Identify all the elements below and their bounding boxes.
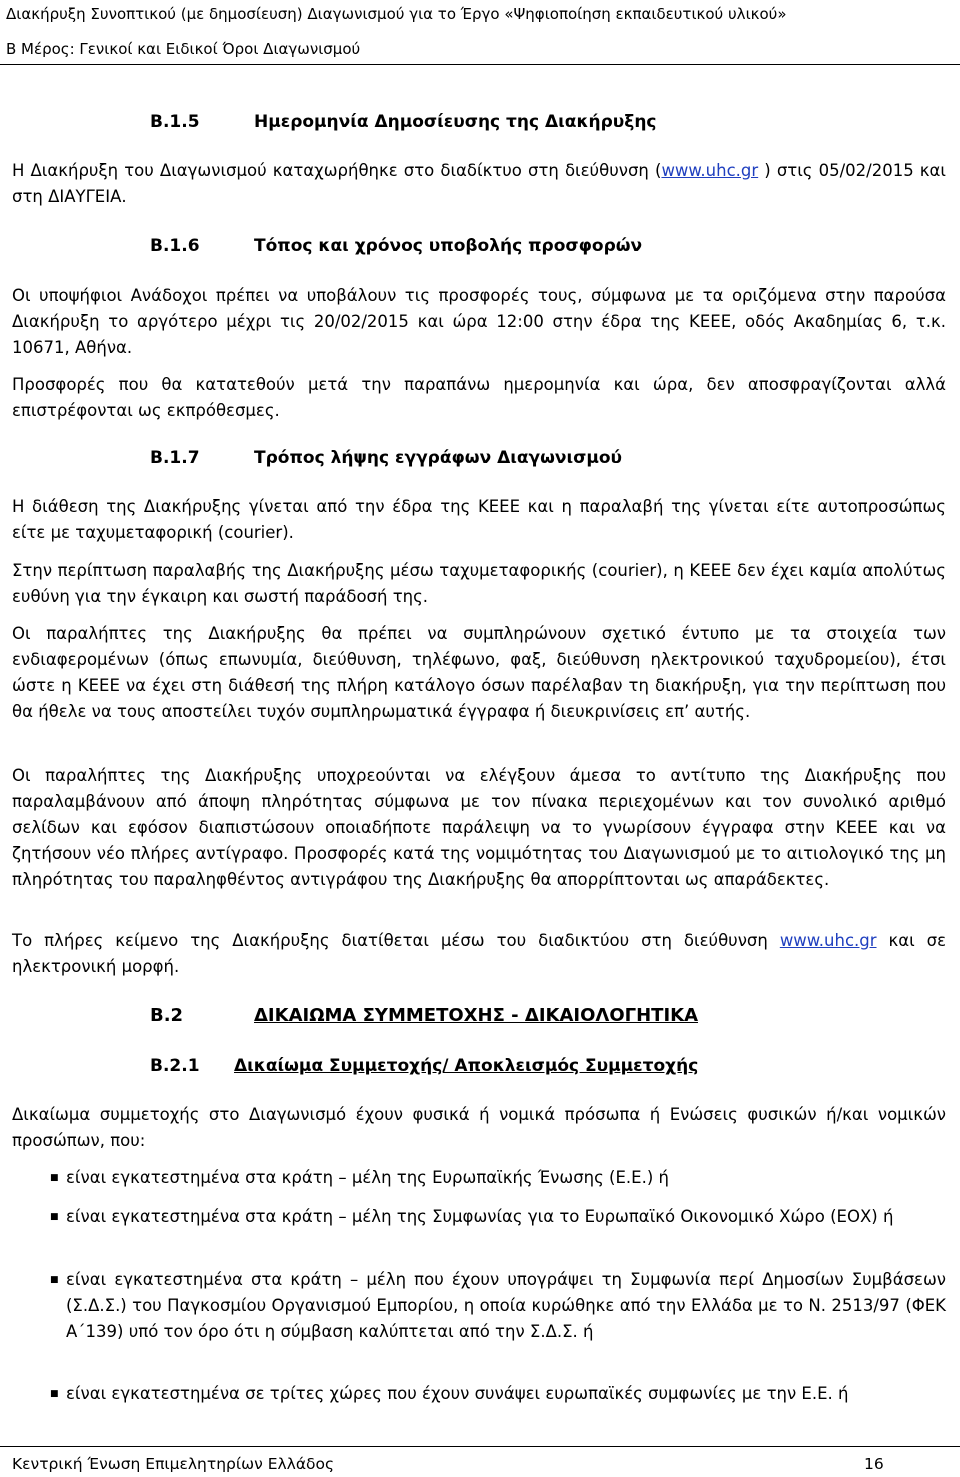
list-item-text: είναι εγκατεστημένα στα κράτη – μέλη που έχουν υπογράψει τη Συμφωνία περί Δημοσίων Συμβάσεων (Σ.Δ.Σ.) του Παγκοσμίου Οργανισμού Εμπορίου, η οποία κυρώθηκε από την Ελλάδα με το Ν. 2513/97 (ΦΕΚ Α΄139) υπό τον όρο ότι η σύμβαση καλύπτεται από την Σ.Δ.Σ. ή (66, 1270, 946, 1341)
text-segment: Το πλήρες κείμενο της Διακήρυξης διατίθεται μέσω του διαδικτύου στη διεύθυνση (12, 931, 780, 950)
footer-organization: Κεντρική Ένωση Επιμελητηρίων Ελλάδος (12, 1455, 335, 1473)
section-heading-b2 (150, 1005, 699, 1026)
text-segment: Η Διακήρυξη του Διαγωνισμού καταχωρήθηκε στο διαδίκτυο στη διεύθυνση ( (12, 161, 662, 180)
list-item (50, 1165, 946, 1191)
uhc-link[interactable]: www.uhc.gr (779, 931, 877, 950)
paragraph-b17-1: Η διάθεση της Διακήρυξης γίνεται από την έδρα της ΚΕΕΕ και η παραλαβή της γίνεται είτε αυτοπροσώπως είτε με ταχυμεταφορική (courier). (12, 497, 946, 542)
section-number: Β.1.7 (150, 448, 200, 468)
paragraph-b15 (12, 158, 946, 210)
paragraph-b16-2: Προσφορές που θα κατατεθούν μετά την παραπάνω ημερομηνία και ώρα, δεν αποσφραγίζονται αλλά επιστρέφονται ως εκπρόθεσμες. (12, 375, 946, 420)
section-title: ΔΙΚΑΙΩΜΑ ΣΥΜΜΕΤΟΧΗΣ - ΔΙΚΑΙΟΛΟΓΗΤΙΚΑ (254, 1005, 699, 1026)
bullet-square-icon: ■ (50, 1275, 59, 1285)
list-item-text: είναι εγκατεστημένα σε τρίτες χώρες που έχουν συνάψει ευρωπαϊκές συμφωνίες με την Ε.Ε. ή (66, 1384, 849, 1403)
list-item (50, 1267, 946, 1345)
bullet-square-icon: ■ (50, 1212, 59, 1222)
section-title: Τόπος και χρόνος υποβολής προσφορών (254, 236, 643, 256)
bullet-square-icon: ■ (50, 1389, 59, 1399)
header-title: Διακήρυξη Συνοπτικού (με δημοσίευση) Διαγωνισμού για το Έργο «Ψηφιοποίηση εκπαιδευτικού υλικού» (6, 5, 787, 23)
section-number: Β.2.1 (150, 1056, 200, 1076)
list-item (50, 1381, 946, 1407)
text-segment: και σε ηλεκτρονική μορφή. (12, 931, 946, 976)
header-subtitle: Β Μέρος: Γενικοί και Ειδικοί Όροι Διαγωνισμού (6, 40, 361, 58)
paragraph-b17-2: Στην περίπτωση παραλαβής της Διακήρυξης μέσω ταχυμεταφορικής (courier), η ΚΕΕΕ δεν έχει καμία απολύτως ευθύνη για την έγκαιρη και σωστή παράδοσή της. (12, 561, 946, 606)
section-number: Β.1.6 (150, 236, 200, 256)
bullet-square-icon: ■ (50, 1173, 59, 1183)
section-number: Β.1.5 (150, 112, 200, 132)
paragraph-b17-3: Οι παραλήπτες της Διακήρυξης θα πρέπει να συμπληρώνουν σχετικό έντυπο με τα στοιχεία των ενδιαφερομένων (όπως επωνυμία, διεύθυνση, τηλέφωνο, φαξ, διεύθυνση ηλεκτρονικού ταχυδρομείου), έτσι ώστε η ΚΕΕΕ να έχει στη διάθεσή της πλήρη κατάλογο όσων παρέλαβαν τη διακήρυξη, για την περίπτωση που θα ήθελε να τους αποστείλει τυχόν συμπληρωματικά έγγραφα ή διευκρινίσεις επ’ αυτής. (12, 624, 946, 721)
section-title: Δικαίωμα Συμμετοχής/ Αποκλεισμός Συμμετοχής (234, 1056, 699, 1076)
uhc-link[interactable]: www.uhc.gr (661, 161, 759, 180)
paragraph-b17-4: Οι παραλήπτες της Διακήρυξης υποχρεούνται να ελέγξουν άμεσα το αντίτυπο της Διακήρυξης που παραλαμβάνουν από άποψη πληρότητας σύμφωνα με τον πίνακα περιεχομένων και τον συνολικό αριθμό σελίδων και εφόσον διαπιστώσουν οποιαδήποτε παράλειψη να το γνωρίσουν έγγραφα στην ΚΕΕΕ και να ζητήσουν νέο πλήρες αντίγραφο. Προσφορές κατά της νομιμότητας του Διαγωνισμού με το αιτιολογικό της μη πληρότητας του παραληφθέντος αντιγράφου της Διακήρυξης θα απορρίπτονται ως απαράδεκτες. (12, 766, 946, 889)
section-heading-b21 (150, 1056, 699, 1076)
header-divider (0, 64, 960, 65)
list-item-text: είναι εγκατεστημένα στα κράτη – μέλη της Συμφωνίας για το Ευρωπαϊκό Οικονομικό Χώρο (ΕΟΧ) ή (66, 1207, 894, 1226)
list-item-text: είναι εγκατεστημένα στα κράτη – μέλη της Ευρωπαϊκής Ένωσης (Ε.Ε.) ή (66, 1168, 669, 1187)
section-title: Τρόπος λήψης εγγράφων Διαγωνισμού (254, 448, 622, 468)
footer-divider (0, 1446, 960, 1447)
paragraph-b16-1: Οι υποψήφιοι Ανάδοχοι πρέπει να υποβάλουν τις προσφορές τους, σύμφωνα με τα οριζόμενα στην παρούσα Διακήρυξη το αργότερο μέχρι τις 20/02/2015 και ώρα 12:00 στην έδρα της ΚΕΕΕ, οδός Ακαδημίας 6, τ.κ. 10671, Αθήνα. (12, 286, 946, 357)
paragraph-b17-5 (12, 928, 946, 980)
section-heading-b16 (150, 236, 643, 256)
list-item (50, 1204, 946, 1230)
text-segment: ) στις 05/02/2015 και στη ΔΙΑΥΓΕΙΑ. (12, 161, 946, 206)
section-number: Β.2 (150, 1005, 184, 1026)
section-heading-b17 (150, 448, 622, 468)
paragraph-b21-1: Δικαίωμα συμμετοχής στο Διαγωνισμό έχουν φυσικά ή νομικά πρόσωπα ή Ενώσεις φυσικών ή/και νομικών προσώπων, που: (12, 1105, 946, 1150)
section-heading-b15 (150, 112, 657, 132)
page-number: 16 (864, 1455, 884, 1473)
section-title: Ημερομηνία Δημοσίευσης της Διακήρυξης (254, 112, 657, 132)
